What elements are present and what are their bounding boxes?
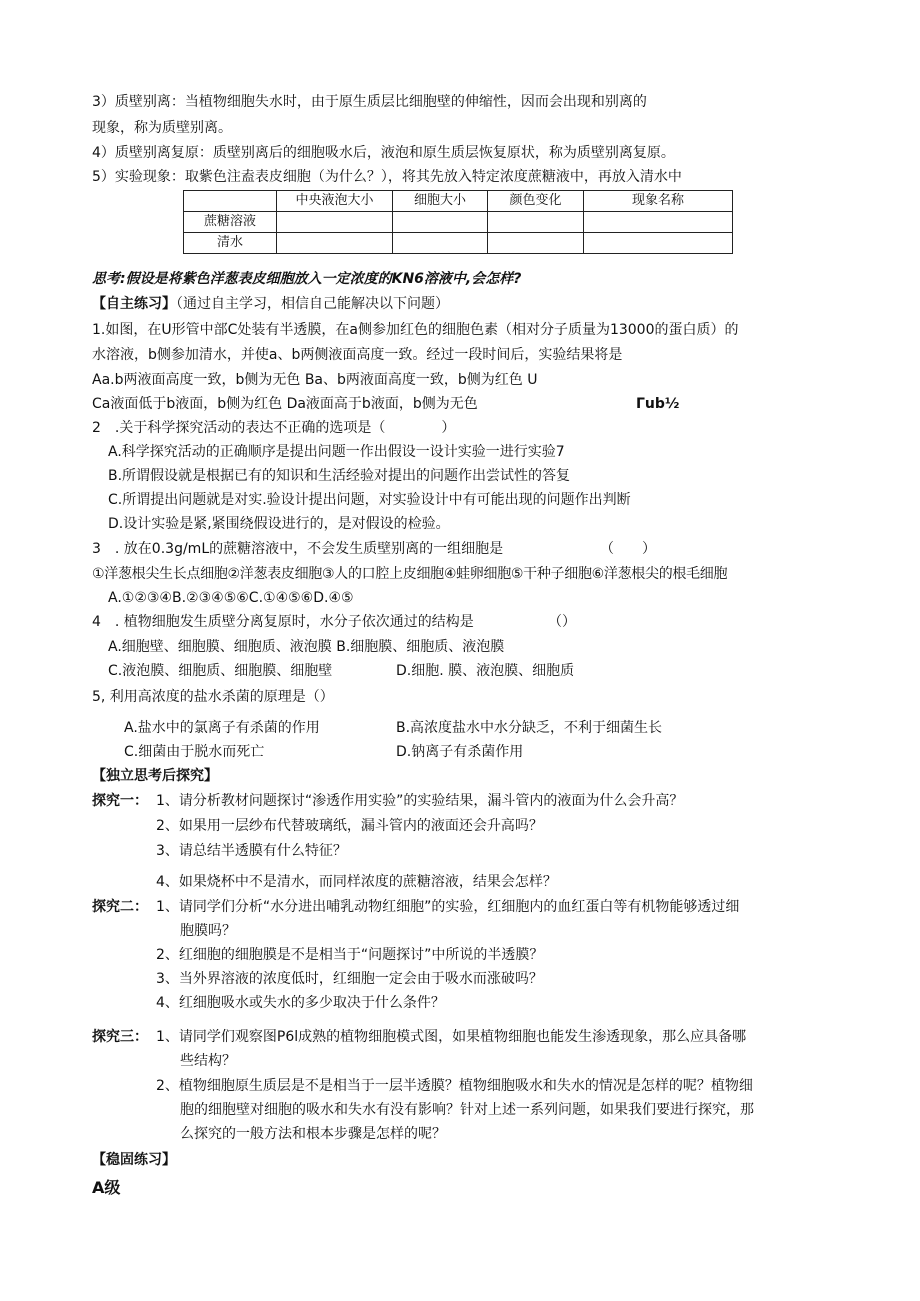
intro-line-5: 5）实验现象：取紫色注盍表皮细胞（为什么？），将其先放入特定浓度蔗糖液中，再放入清水中 — [92, 169, 682, 185]
question-5-option-b: B.高浓度盐水中水分缺乏，不利于细菌生长 — [396, 720, 663, 736]
explore-1-q3: 3、请总结半透膜有什么特征？ — [156, 843, 347, 859]
table-cell — [393, 212, 488, 233]
question-4-option-d: D.细胞. 膜、液泡膜、细胞质 — [396, 663, 575, 679]
question-3-cell-list: ①洋葱根尖生长点细胞②洋葱表皮细胞③人的口腔上皮细胞④蛙卵细胞⑤干种子细胞⑥洋葱根尖的根毛细胞 — [92, 566, 728, 582]
consolidate-heading: 【稳固练习】 — [92, 1152, 176, 1168]
question-3-options: A.①②③④B.②③④⑤⑥C.①④⑤⑥D.④⑤ — [108, 590, 354, 606]
table-header-row — [184, 191, 733, 212]
question-5: 5, 利用高浓度的盐水杀菌的原理是（） — [92, 689, 334, 705]
question-2-option-d: D.设计实验是紧,紧围绕假设进行的，是对假设的检验。 — [108, 516, 450, 532]
table-cell — [488, 212, 584, 233]
explore-heading: 【独立思考后探究】 — [92, 768, 218, 784]
question-5-option-a: A.盐水中的氯离子有杀菌的作用 — [124, 720, 320, 736]
question-2: 2 .关于科学探究活动的表达不正确的选项是（ ） — [92, 420, 456, 436]
self-practice-heading-line — [92, 294, 449, 314]
table-header-cell: 中央液泡大小 — [277, 191, 393, 212]
question-4-option-c: C.液泡膜、细胞质、细胞膜、细胞壁 — [108, 663, 333, 679]
table-header-cell: 颜色变化 — [488, 191, 584, 212]
question-3: 3 . 放在0.3g/mL的蔗糖溶液中，不会发生质壁别离的一组细胞是 — [92, 541, 504, 557]
explore-3-q1-cont: 些结构？ — [180, 1053, 236, 1069]
question-1-options-ab: Aa.b两液面高度一致，b侧为无色 Ba、b两液面高度一致，b侧为红色 U — [92, 372, 538, 388]
table-cell — [277, 212, 393, 233]
question-4: 4 . 植物细胞发生质壁分离复原时，水分子依次通过的结构是 — [92, 614, 474, 630]
question-4-options-ab: A.细胞壁、细胞膜、细胞质、液泡膜 B.细胞膜、细胞质、液泡膜 — [108, 639, 505, 655]
experiment-table — [183, 190, 733, 254]
table-cell: 清水 — [184, 233, 277, 254]
table-header-cell: 细胞大小 — [393, 191, 488, 212]
explore-1-q4: 4、如果烧杯中不是清水，而同样浓度的蔗糖溶液，结果会怎样？ — [156, 874, 557, 890]
explore-3-q2: 2、植物细胞原生质层是不是相当于一层半透膜？植物细胞吸水和失水的情况是怎样的呢？植物细 — [156, 1078, 753, 1094]
intro-line-3-cont: 现象，称为质壁别离。 — [92, 120, 232, 136]
question-4-answer-paren: （） — [548, 614, 576, 630]
explore-2-label: 探究二： — [92, 899, 148, 915]
question-2-option-a: A.科学探究活动的正确顺序是提出问题一作出假设一设计实验一进行实验7 — [108, 444, 565, 460]
explore-1-q2: 2、如果用一层纱布代替玻璃纸，漏斗管内的液面还会升高吗？ — [156, 818, 543, 834]
table-cell — [393, 233, 488, 254]
table-cell — [277, 233, 393, 254]
table-header-cell — [184, 191, 277, 212]
table-cell — [584, 233, 733, 254]
question-3-answer-paren: （ ） — [600, 541, 656, 557]
table-cell: 蔗糖溶液 — [184, 212, 277, 233]
intro-line-4: 4）质壁别离复原：质壁别离后的细胞吸水后，液泡和原生质层恢复原状，称为质壁别离复原。 — [92, 145, 675, 161]
self-practice-note: （通过自主学习，相信自己能解决以下问题） — [176, 296, 449, 312]
question-1-line-b: 水溶液，b侧参加清水，并使a、b两侧液面高度一致。经过一段时间后，实验结果将是 — [92, 347, 623, 363]
question-2-option-b: B.所谓假设就是根据已有的知识和生活经验对提出的问题作出尝试性的答复 — [108, 468, 571, 484]
table-header-cell: 现象名称 — [584, 191, 733, 212]
explore-1-q1: 1、请分析教材问题探讨“渗透作用实验”的实验结果，漏斗管内的液面为什么会升高？ — [156, 793, 684, 809]
question-5-option-c: C.细菌由于脱水而死亡 — [124, 744, 265, 760]
level-a-label: A级 — [92, 1178, 121, 1197]
question-1-figure-tag: Γub½ — [636, 396, 680, 412]
table-row — [184, 212, 733, 233]
explore-1-label: 探究一： — [92, 793, 148, 809]
explore-3-q1: 1、请同学们观察图P6l成熟的植物细胞模式图，如果植物细胞也能发生渗透现象，那么应具备哪 — [156, 1029, 747, 1045]
explore-3-q2-cont-1: 胞的细胞壁对细胞的吸水和失水有没有影响？针对上述一系列问题，如果我们要进行探究，那 — [180, 1102, 754, 1118]
explore-3-q2-cont-2: 么探究的一般方法和根本步骤是怎样的呢？ — [180, 1126, 446, 1142]
question-1-options-cd: Ca液面低于b液面，b侧为红色 Da液面高于b液面，b侧为无色 — [92, 396, 478, 412]
question-1-line-a: 1.如图，在U形管中部C处装有半透膜，在a侧参加红色的细胞色素（相对分子质量为13000的蛋白质）的 — [92, 322, 739, 338]
question-2-option-c: C.所谓提出问题就是对实.验设计提出问题，对实验设计中有可能出现的问题作出判断 — [108, 492, 631, 508]
think-prompt: 思考:假设是将紫色洋葱表皮细胞放入一定浓度的KN6溶液中,会怎样? — [92, 271, 522, 287]
explore-2-q1: 1、请同学们分析“水分进出哺乳动物红细胞”的实验，红细胞内的血红蛋白等有机物能够透过细 — [156, 899, 740, 915]
intro-line-3: 3）质壁别离：当植物细胞失水时，由于原生质层比细胞壁的伸缩性，因而会出现和别离的 — [92, 94, 647, 110]
question-5-option-d: D.钠离子有杀菌作用 — [396, 744, 524, 760]
table-row — [184, 233, 733, 254]
table-cell — [488, 233, 584, 254]
explore-2-q2: 2、红细胞的细胞膜是不是相当于“问题探讨”中所说的半透膜？ — [156, 947, 544, 963]
table-cell — [584, 212, 733, 233]
self-practice-heading: 【自主练习】 — [92, 296, 176, 312]
explore-2-q4: 4、红细胞吸水或失水的多少取决于什么条件？ — [156, 995, 445, 1011]
explore-2-q1-cont: 胞膜吗？ — [180, 923, 236, 939]
explore-2-q3: 3、当外界溶液的浓度低时，红细胞一定会由于吸水而涨破吗？ — [156, 971, 543, 987]
explore-3-label: 探究三： — [92, 1029, 148, 1045]
